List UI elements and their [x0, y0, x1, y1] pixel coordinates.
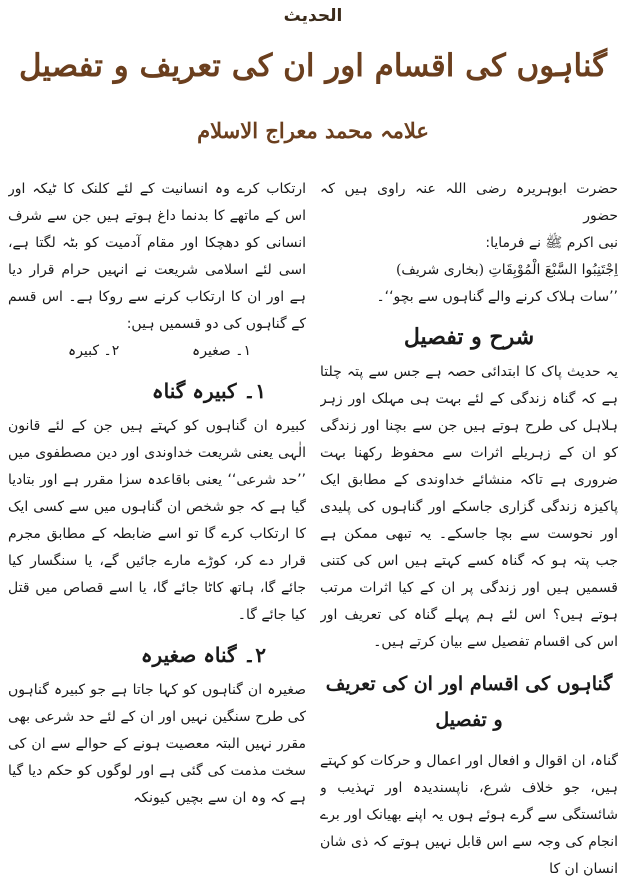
types-heading: گناہوں کی اقسام اور ان کی تعریف و تفصیل: [325, 673, 613, 731]
types-paragraph: گناہ، ان اقوال و افعال اور اعمال و حرکات کو کہتے ہیں، جو خلاف شرع، ناپسندیدہ اور تہذیب و شائستگی سے گرے ہوئے ہوں یہ اپنے بھیانک اور برے انجام کی وجہ سے اس قابل نہیں ہوتے کہ ذی شان انسان ان کا: [320, 753, 618, 876]
type-kabira: ۲۔ کبیرہ: [68, 343, 120, 359]
header-kicker: الحدیث: [283, 6, 343, 26]
page-author: علامہ محمد معراج الاسلام: [197, 118, 429, 143]
right-column: [320, 176, 618, 876]
type-saghira: ۱۔ صغیرہ: [192, 343, 251, 359]
saghira-heading: ۲۔ گناہ صغیرہ: [140, 643, 266, 667]
saghira-paragraph: صغیرہ ان گناہوں کو کہا جاتا ہے جو کبیرہ گناہوں کی طرح سنگین نہیں اور ان کے لئے حد شرعی بھی مقرر نہیں البتہ معصیت ہونے کے حوالے سے ان کی سخت مذمت کی گئی ہے اور لوگوں کو حکم دیا گیا ہے کہ وہ ان سے بچیں کیونکہ: [8, 682, 306, 806]
kabira-paragraph: کبیرہ ان گناہوں کو کہتے ہیں جن کے لئے قانون الٰہی یعنی شریعت خداوندی اور دین مصطفوی میں ’’حد شرعی‘‘ یعنی باقاعدہ سزا مقرر ہے اور بتادیا گیا ہے کہ جو شخص ان گناہوں میں سے کسی ایک کا ارتکاب کرے گا تو اسے ضابطہ کے مطابق مجرم قرار دے کر، کوڑے مارے جائیں گے، یا سنگسار کیا جائے گا، ہاتھ کاٹا جائے گا، یا اسے قصاص میں قتل کیا جائے گا۔: [8, 418, 306, 623]
sharh-paragraph: یہ حدیث پاک کا ابتدائی حصہ ہے جس سے پتہ چلتا ہے کہ گناہ زندگی کے لئے بہت ہی مہلک اور زہر ہلاہل کی طرح ہوتے ہیں جن سے بچنا اور زندگی کو ان کے زہریلے اثرات سے محفوظ رکھنا بہت ضروری ہے تاکہ منشائے خداوندی کے مطابق ایک پاکیزہ زندگی گزاری جاسکے اور گناہوں کی پلیدی اور نحوست سے بچا جاسکے۔ یہ تبھی ممکن ہے جب پتہ ہو کہ گناہ کسے کہتے ہیں اس کی کتنی قسمیں ہیں اور زندگی پر ان کے کیا اثرات مرتب ہوتے ہیں؟ اس لئے ہم پہلے گناہ کی تعریف اور اس کی اقسام تفصیل سے بیان کرتے ہیں۔: [320, 364, 618, 650]
intro-line-1: حضرت ابوہریرہ رضی اللہ عنہ راوی ہیں کہ حضور: [320, 181, 618, 224]
left-intro-paragraph: ارتکاب کرے وہ انسانیت کے لئے کلنک کا ٹیکہ اور اس کے ماتھے کا بدنما داغ ہوتے ہیں جن سے شرف انسانی کو دھچکا اور مقام آدمیت کو بٹہ لگتا ہے، اسی لئے اسلامی شریعت نے انہیں حرام قرار دیا ہے اور ان کا ارتکاب کرنے سے روکا ہے۔ اس قسم کے گناہوں کی دو قسمیں ہیں:: [8, 181, 306, 332]
intro-line-2: نبی اکرم ﷺ نے فرمایا:: [485, 235, 618, 251]
types-list: [8, 338, 306, 365]
left-column: [8, 176, 306, 876]
hadith-arabic: اِجْتَنِبُوا السَّبْعَ الْمُوْبِقَاتِ (بخاری شریف): [395, 262, 618, 278]
kabira-heading: ۱۔ کبیرہ گناہ: [151, 379, 266, 403]
sharh-heading: شرح و تفصیل: [403, 324, 535, 350]
page-title: گناہوں کی اقسام اور ان کی تعریف و تفصیل: [18, 48, 608, 84]
hadith-translation: ’’سات ہلاک کرنے والے گناہوں سے بچو‘‘۔: [376, 289, 618, 305]
